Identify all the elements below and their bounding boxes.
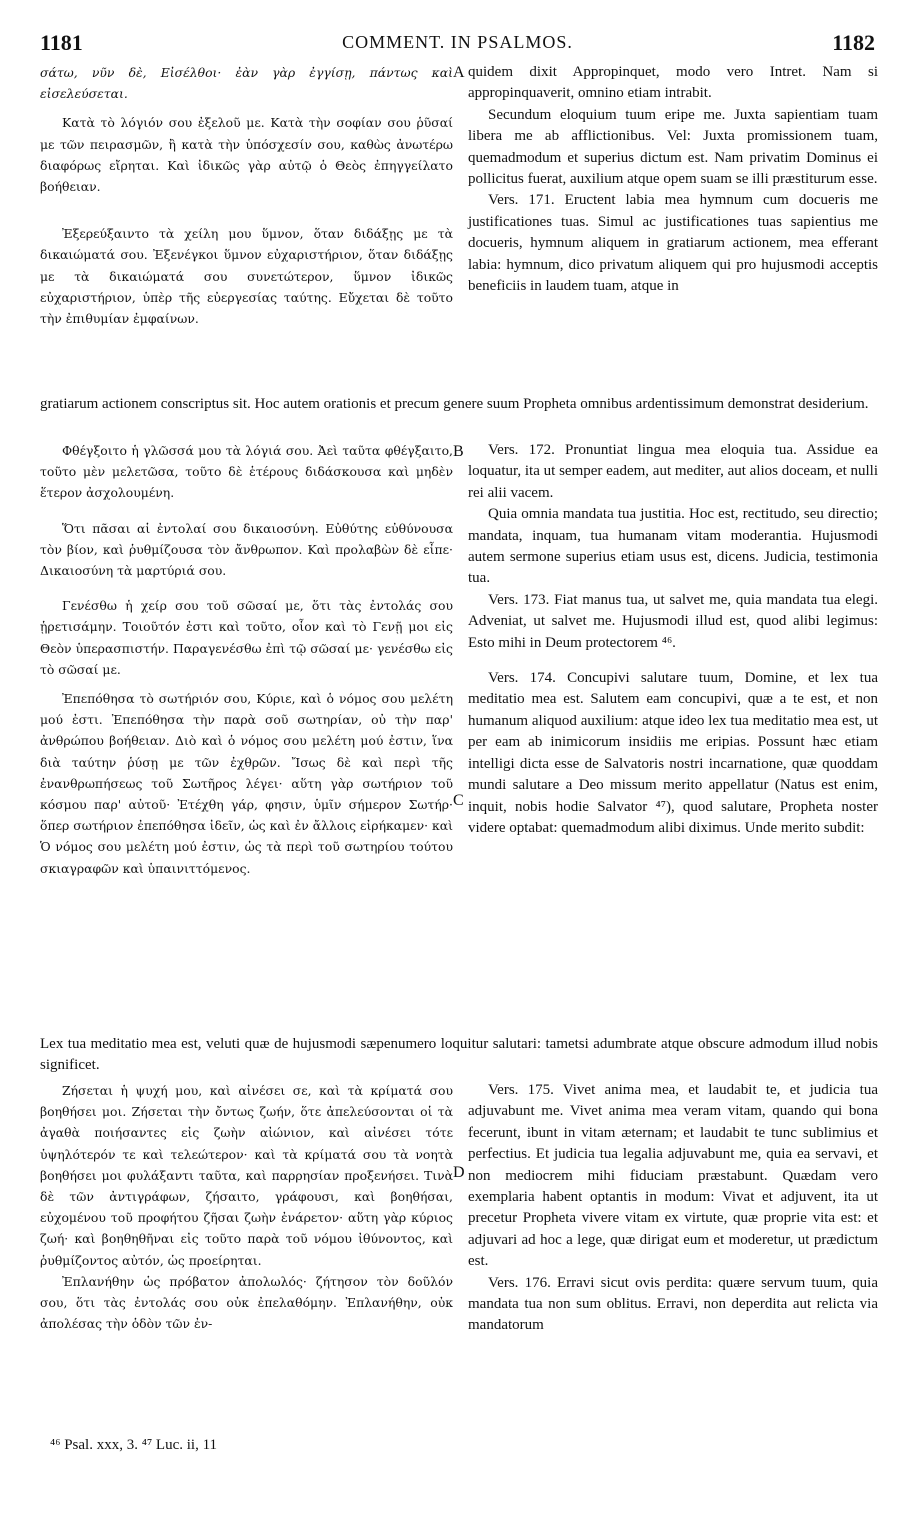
- right-page-number: 1182: [832, 30, 875, 55]
- running-title: COMMENT. IN PSALMOS.: [342, 32, 573, 52]
- greek-paragraph: Φθέγξοιτο ἡ γλῶσσά μου τὰ λόγιά σου. Ἀεὶ ταῦτα φθέγξαιτο, τοῦτο μὲν μελετῶσα, τοῦτο δὲ ἑτέρους διδάσκουσα καὶ μηδὲν ἕτερον ἀσχολουμένη.: [40, 443, 453, 501]
- full-width-continuation: gratiarum actionem conscriptus sit. Hoc autem orationis et precum genere suum Propheta omnibus ardentissimum demonstrat desiderium.: [40, 396, 869, 412]
- left-page-number: 1181: [40, 30, 83, 55]
- greek-paragraph: Ὅτι πᾶσαι αἱ ἐντολαί σου δικαιοσύνη. Εὐθύτης εὐθύνουσα τὸν βίον, καὶ ῥυθμίζουσα τὸν ἄνθρωπον. Καὶ προλαβὼν δὲ εἶπε· Δικαιοσύνη τὰ μαρτύριά σου.: [40, 520, 453, 579]
- latin-column-section-3: [468, 1080, 878, 1337]
- greek-paragraph: Κατὰ τὸ λόγιόν σου ἐξελοῦ με. Κατὰ τὴν σοφίαν σου ῥῦσαί με τῶν πειρασμῶν, ἢ κατὰ τὴν ὑπόσχεσίν σου, καθὼς ἀνωτέρω διαφόρως εἴρηται. Καὶ ἰδικῶς γὰρ αὐτῷ ὁ Θεὸς ἐπηγγείλατο βοήθειαν.: [40, 115, 453, 195]
- latin-column-section-2: [468, 440, 878, 839]
- greek-column-section-3: [40, 1080, 453, 1334]
- latin-paragraph: quidem dixit Appropinquet, modo vero Intret. Nam si appropinquaverit, omnino etiam intrabit.: [468, 64, 878, 102]
- latin-paragraph: Vers. 176. Erravi sicut ovis perdita: quære servum tuum, quia mandata tua non sum oblitus. Erravi, non deperdita aut relicta via mandatorum: [468, 1274, 878, 1334]
- footnotes: ⁴⁶ Psal. xxx, 3. ⁴⁷ Luc. ii, 11: [50, 1437, 218, 1453]
- greek-paragraph: Ἐπλανήθην ὡς πρόβατον ἀπολωλός· ζήτησον τὸν δοῦλόν σου, ὅτι τὰς ἐντολάς σου οὐκ ἐπελαθόμην. Ἐπλανήθην, οὐκ ἀπολέσας τὴν ὁδὸν τῶν ἐν-: [40, 1273, 453, 1332]
- latin-paragraph: Vers. 171. Eructent labia mea hymnum cum docueris me justificationes tuas. Simul ac justificationes tuas sapientius me docueris, hymnum aliquem in gratiarum actionem, mea efferant labia: hymnum, dico privatum aliquem qui pro hujusmodi acceptis beneficiis in laudem tuam, atque in: [468, 192, 878, 295]
- latin-column-section-1: [468, 62, 878, 297]
- latin-paragraph: Quia omnia mandata tua justitia. Hoc est, rectitudo, seu directio; mandata, inquam, tua humanam vitam moderantia. Hujusmodi autem sermone superius etiam usus est, dicens. Judicia, testimonia tua.: [468, 506, 878, 587]
- margin-letter-b: B: [453, 443, 464, 460]
- greek-paragraph: Γενέσθω ἡ χείρ σου τοῦ σῶσαί με, ὅτι τὰς ἐντολάς σου ᾑρετισάμην. Τοιοῦτόν ἐστι καὶ τοῦτο, οἷον καὶ τὸ Γενῇ μοι εἰς Θεὸν ὑπερασπιστήν. Παραγενέσθω ἐπὶ τῷ σῶσαί με· γενέσθω εἰς τὸ σῶσαί με.: [40, 598, 453, 677]
- margin-letter-c: C: [453, 792, 464, 809]
- greek-column-section-1: [40, 62, 453, 329]
- latin-paragraph: Vers. 172. Pronuntiat lingua mea eloquia tua. Assidue ea loquatur, ita ut semper eadem, aut mediter, aut alios doceam, et nulli rei alii vacem.: [468, 442, 878, 501]
- greek-column-section-2: [40, 440, 453, 879]
- greek-paragraph: Ἐπεπόθησα τὸ σωτήριόν σου, Κύριε, καὶ ὁ νόμος σου μελέτη μού ἐστι. Ἐπεπόθησα τὴν παρὰ σοῦ σωτηρίαν, οὐ τὴν παρ' ἀνθρώπου βοήθειαν. Διὸ καὶ ὁ νόμος σου μελέτη μού ἐστιν, ἵνα διὰ ταύτην ῥύσῃ με τῶν ἐχθρῶν. Ἴσως δὲ καὶ περὶ τῆς ἐνανθρωπήσεως τοῦ Σωτῆρος λέγει· αὕτη γὰρ σωτήριον τοῦ κόσμου παρ' αὐτοῦ· Ἐτέχθη γάρ, φησιν, ὑμῖν σήμερον Σωτήρ· ὅπερ σωτήριον ἐπεπόθησα ἰδεῖν, ὡς καὶ ἐν ἄλλοις εἰρήκαμεν· καὶ Ὁ νόμος σου μελέτη μού ἐστιν, ὡς τὰ περὶ τοῦ σωτηρίου τούτου σκιαγραφῶν καὶ ὑπαινιττόμενος.: [40, 691, 453, 876]
- greek-paragraph: Ἐξερεύξαιντο τὰ χείλη μου ὕμνον, ὅταν διδάξῃς με τὰ δικαιώματά σου. Ἐξενέγκοι ὕμνον εὐχαριστήριον, ὅταν διδάξῃς με τὰ δικαιώματά σου συνετώτερον, ὕμνον ἰδικῶς εὐχαριστήριον, ὑπὲρ τῆς εὐεργεσίας ταύτης. Εὔχεται δὲ τοῦτο τὴν ἐπιθυμίαν ἐμφαίνων.: [40, 226, 453, 327]
- latin-paragraph: Vers. 175. Vivet anima mea, et laudabit te, et judicia tua adjuvabunt me. Vivet anima mea veram vitam, quando qui bona fecerunt, ibunt in vitam æternam; et laudabit te tunc sublimius et perfectius. Et judicia tua legalia adjuvabunt me, quia ea servavi, et non mediocrem mihi fiduciam præstabunt. Quædam vero exemplaria habent optantis in modum: Vivat et adjuvent, ita ut precetur Propheta vivere vitam ex virtute, quæ proprie vita est: et adjuvari ad hoc a lege, quæ dirigat eum et moderetur, ut prædictum est.: [468, 1082, 878, 1270]
- margin-letter-a: A: [453, 64, 465, 81]
- latin-paragraph: Vers. 174. Concupivi salutare tuum, Domine, et lex tua meditatio mea est. Salutem eam concupivi, quæ a te est, et non humanum aliquod auxilium: atque ideo lex tua meditatio mea est, ut per eam ab inimicorum insidiis me eripias. Possunt hæc etiam intelligi dicta esse de Salvatoris nostri incarnatione, quæ quoddam mundi salutare a Deo missum merito appellatur (Natus est enim, inquit, nobis hodie Salvator ⁴⁷), quod salutare, Propheta noster videre optabat: quemadmodum alibi diximus. Unde merito subdit:: [468, 670, 878, 836]
- latin-paragraph: Secundum eloquium tuum eripe me. Juxta sapientiam tuam libera me ab afflictionibus. Vel: Juxta promissionem tuam, quemadmodum et superius dictum est. Nam privatim Dominus ei pollicitus fuerat, auxilium atque opem suam se illi præstiturum esse.: [468, 106, 878, 188]
- full-width-continuation: Lex tua meditatio mea est, veluti quæ de hujusmodi sæpenumero loquitur salutari: tametsi adumbrate atque obscure admodum illud nobis significet.: [40, 1036, 878, 1074]
- greek-paragraph: σάτω, νῦν δὲ, Εἰσέλθοι· ἐὰν γὰρ ἐγγίσῃ, πάντως καὶ εἰσελεύσεται.: [40, 65, 453, 102]
- latin-paragraph: Vers. 173. Fiat manus tua, ut salvet me, quia mandata tua elegi. Adveniat, ut salvet me. Hujusmodi illud est, quod alibi legimus: Esto mihi in Deum protectorem ⁴⁶.: [468, 591, 878, 651]
- greek-paragraph: Ζήσεται ἡ ψυχή μου, καὶ αἰνέσει σε, καὶ τὰ κρίματά σου βοηθήσει μοι. Ζήσεται τὴν ὄντως ζωήν, ὅτε ἀπελεύσονται οἱ τὰ ἀγαθὰ ποιήσαντες εἰς ζωὴν αἰώνιον, καὶ αἰνέσει τότε ὑψηλότερόν τε καὶ τελεώτερον· καὶ τὰ κρίματά σου τὰ νοητὰ βοηθήσει μοι φυλάξαντι ταῦτα, καὶ παρρησίαν προξενήσει. Τινὰ δὲ τῶν ἀντιγράφων, ζήσαιτο, γράφουσι, καὶ βοηθήσαι, εὐχομένου τοῦ προφήτου ζῆσαι ζωὴν ἐνάρετον· αὕτη γὰρ κύριος ζωή· καὶ βοηθηθῆναι εἰς τοῦτο παρὰ τοῦ νόμου ἰθύνοντος, καὶ ῥυθμίζοντος αὐτόν, ὡς προείρηται.: [40, 1083, 453, 1268]
- margin-letter-d: D: [453, 1164, 465, 1181]
- running-head: [40, 30, 875, 58]
